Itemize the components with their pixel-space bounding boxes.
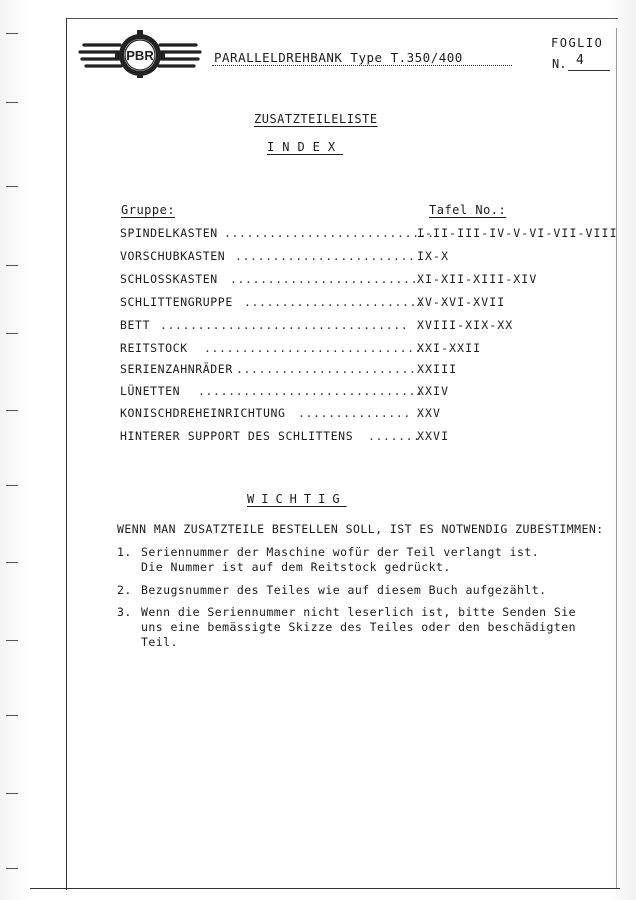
item-number: 1. — [117, 545, 132, 559]
group-name: VORSCHUBKASTEN — [120, 249, 226, 263]
margin-tick — [6, 410, 18, 411]
leader-dots: ................................. — [160, 318, 409, 332]
plate-numbers: I-II-III-IV-V-VI-VII-VIII — [417, 226, 618, 240]
group-name: SPINDELKASTEN — [120, 226, 218, 240]
group-name: REITSTOCK — [120, 341, 188, 355]
page-frame-left — [66, 18, 67, 890]
sheet-label: FOGLIO — [551, 36, 604, 50]
index-row — [120, 318, 625, 336]
company-logo — [76, 28, 204, 78]
margin-tick — [6, 33, 18, 34]
leader-dots: ............................ — [224, 226, 435, 240]
index-row — [120, 362, 625, 380]
leader-dots: ....... — [368, 429, 421, 443]
margin-tick — [6, 868, 18, 869]
index-row — [120, 429, 625, 447]
item-line: Bezugsnummer des Teiles wie auf diesem Buch aufgezählt. — [141, 583, 547, 597]
item-number: 2. — [117, 583, 132, 597]
plate-numbers: XVIII-XIX-XX — [417, 318, 514, 332]
leader-dots: ............................. — [204, 341, 423, 355]
sheet-number-label: N. — [552, 57, 567, 71]
index-row — [120, 295, 625, 313]
sheet-number: 4 — [576, 53, 584, 68]
item-number: 3. — [117, 605, 132, 619]
margin-tick — [6, 265, 18, 266]
index-row — [120, 249, 625, 267]
plate-numbers: XXVI — [417, 429, 450, 443]
plate-numbers: XXV — [417, 406, 442, 420]
index-row — [120, 406, 625, 424]
sheet-number-underline — [568, 70, 610, 71]
margin-tick — [6, 793, 18, 794]
index-row — [120, 226, 625, 244]
group-name: SCHLOSSKASTEN — [120, 272, 218, 286]
margin-tick — [6, 715, 18, 716]
leader-dots: ......................... — [230, 272, 419, 286]
plate-column-header: Tafel No.: — [429, 203, 507, 217]
group-name: SERIENZAHNRÄDER — [120, 362, 233, 376]
plate-numbers: XI-XII-XIII-XIV — [417, 272, 538, 286]
machine-title: PARALLELDREHBANK Type T.350/400 — [214, 50, 463, 65]
index-row — [120, 384, 625, 402]
item-line: Wenn die Seriennummer nicht leserlich ist, bitte Senden Sie — [141, 605, 577, 619]
plate-numbers: XV-XVI-XVII — [417, 295, 506, 309]
item-line: uns eine bemässigte Skizze des Teiles oder den beschädigten — [141, 620, 577, 634]
margin-tick — [6, 640, 18, 641]
margin-tick — [6, 333, 18, 334]
leader-dots: ........................ — [236, 362, 417, 376]
index-row — [120, 272, 625, 290]
group-column-header: Gruppe: — [121, 203, 176, 217]
leader-dots: .............................. — [198, 384, 424, 398]
margin-tick — [6, 186, 18, 187]
page-frame-right — [616, 28, 617, 888]
margin-tick — [6, 485, 18, 486]
plate-numbers: XXIII — [417, 362, 458, 376]
plate-numbers: XXI-XXII — [417, 341, 482, 355]
page-frame-top — [66, 18, 618, 19]
group-name: SCHLITTENGRUPPE — [120, 295, 233, 309]
margin-tick — [6, 102, 18, 103]
title-underline — [212, 65, 512, 66]
item-line: Teil. — [141, 635, 178, 649]
logo-text: PBR — [126, 48, 154, 63]
page-frame-bottom — [30, 888, 620, 889]
group-name: HINTERER SUPPORT DES SCHLITTENS — [120, 429, 354, 443]
notice-heading: WICHTIG — [247, 492, 347, 506]
margin-tick — [6, 562, 18, 563]
leader-dots: ............... — [298, 406, 411, 420]
leader-dots: ........................ — [235, 249, 416, 263]
item-line: Die Nummer ist auf dem Reitstock gedrückt. — [141, 560, 451, 574]
document-heading: ZUSATZTEILELISTE — [254, 112, 378, 126]
plate-numbers: XXIV — [417, 384, 450, 398]
group-name: BETT — [120, 318, 151, 332]
notice-intro: WENN MAN ZUSATZTEILE BESTELLEN SOLL, IST ES NOTWENDIG ZUBESTIMMEN: — [117, 522, 604, 536]
index-heading: INDEX — [267, 140, 344, 154]
group-name: LÜNETTEN — [120, 384, 181, 398]
plate-numbers: IX-X — [417, 249, 450, 263]
index-row — [120, 341, 625, 359]
leader-dots: ........................ — [244, 295, 425, 309]
group-name: KONISCHDREHEINRICHTUNG — [120, 406, 286, 420]
item-line: Seriennummer der Maschine wofür der Teil verlangt ist. — [141, 545, 540, 559]
